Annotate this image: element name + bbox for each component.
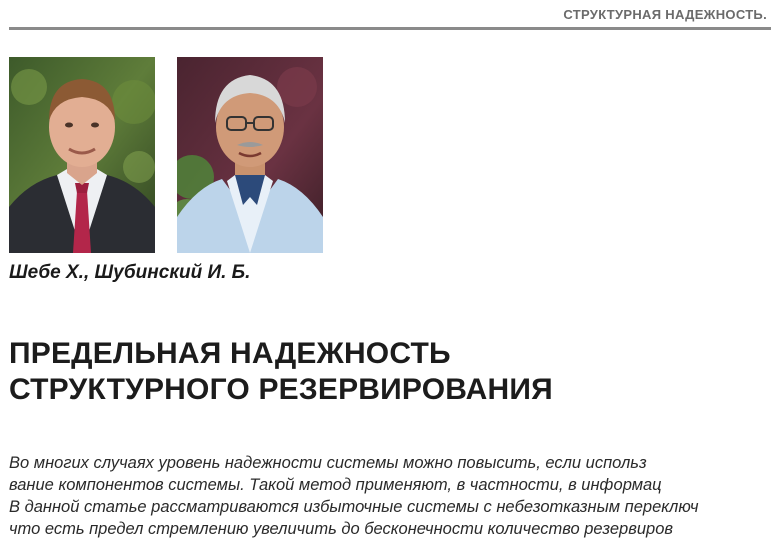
authors-line: Шебе Х., Шубинский И. Б. bbox=[9, 262, 251, 283]
title-line-1: ПРЕДЕЛЬНАЯ НАДЕЖНОСТЬ bbox=[9, 337, 451, 370]
article-title bbox=[9, 336, 553, 408]
abstract-line-4: что есть предел стремлению увеличить до бесконечности количество резервиров bbox=[9, 520, 673, 538]
title-line-2: СТРУКТУРНОГО РЕЗЕРВИРОВАНИЯ bbox=[9, 373, 553, 406]
abstract-line-1: Во многих случаях уровень надежности системы можно повысить, если использ bbox=[9, 454, 647, 472]
abstract-line-3: В данной статье рассматриваются избыточные системы с небезотказным переключ bbox=[9, 498, 699, 516]
abstract-line-2: вание компонентов системы. Такой метод применяют, в частности, в информац bbox=[9, 476, 662, 494]
author-photo-shubinsky bbox=[177, 57, 323, 253]
abstract bbox=[9, 452, 771, 540]
header-rule bbox=[9, 27, 771, 30]
author-photo-schebe bbox=[9, 57, 155, 253]
section-header-label: СТРУКТУРНАЯ НАДЕЖНОСТЬ. bbox=[563, 7, 767, 22]
